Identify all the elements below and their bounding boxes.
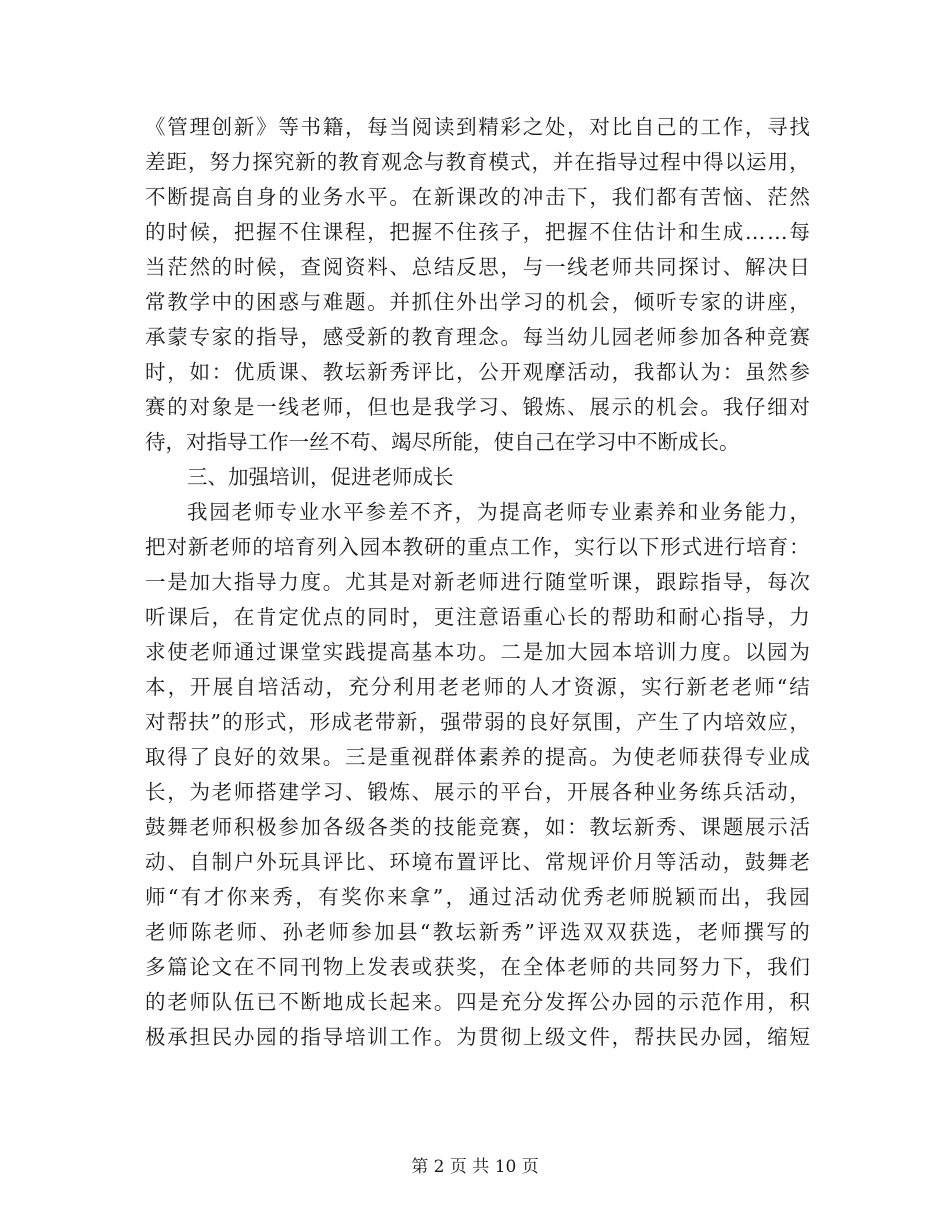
text-line: 动 、 自 制 户 外 玩 具 评 比 、 环 境 布 置 评 比 、 常 规 评 价 月 等 活 动 ， 鼓 舞 老 xyxy=(145,850,810,874)
text-line: 一 是 加 大 指 导 力 度 。 尤 其 是 对 新 老 师 进 行 随 堂 听 课 ， 跟 踪 指 导 ， 每 次 xyxy=(145,570,810,594)
text-line: 鼓 舞 老 师 积 极 参 加 各 级 各 类 的 技 能 竞 赛 ， 如 ： 教 坛 新 秀 、 课 题 展 示 活 xyxy=(145,815,810,839)
text-line: 的 时 候 ， 把 握 不 住 课 程 ， 把 握 不 住 孩 子 ， 把 握 不 住 估 计 和 生 成 … … 每 xyxy=(145,220,810,244)
page-footer: 第 2 页 共 10 页 xyxy=(411,1157,539,1177)
text-line: 多 篇 论 文 在 不 同 刊 物 上 发 表 或 获 奖 ， 在 全 体 老 师 的 共 同 努 力 下 ， 我 们 xyxy=(145,955,810,979)
text-line: 时 ， 如 ： 优 质 课 、 教 坛 新 秀 评 比 ， 公 开 观 摩 活 动 ， 我 都 认 为 ： 虽 然 参 xyxy=(145,360,810,384)
text-line: 极 承 担 民 办 园 的 指 导 培 训 工 作 。 为 贯 彻 上 级 文 件 ， 帮 扶 民 办 园 ， 缩 短 xyxy=(145,1025,810,1049)
document-body xyxy=(145,110,810,1055)
text-line: 三、加强培训，促进老师成长 xyxy=(187,465,454,489)
text-line: 长 ， 为 老 师 搭 建 学 习 、 锻 炼 、 展 示 的 平 台 ， 开 展 各 种 业 务 练 兵 活 动 ， xyxy=(145,780,810,804)
text-line: 当 茫 然 的 时 候 ， 查 阅 资 料 、 总 结 反 思 ， 与 一 线 老 师 共 同 探 讨 、 解 决 日 xyxy=(145,255,810,279)
text-line: 把 对 新 老 师 的 培 育 列 入 园 本 教 研 的 重 点 工 作 ， 实 行 以 下 形 式 进 行 培 育 ： xyxy=(145,535,810,559)
text-line: 待，对指导工作一丝不苟、竭尽所能，使自己在学习中不断成长。 xyxy=(145,430,740,454)
text-line: 不 断 提 高 自 身 的 业 务 水 平 。 在 新 课 改 的 冲 击 下 ， 我 们 都 有 苦 恼 、 茫 然 xyxy=(145,185,810,209)
text-line: 求 使 老 师 通 过 课 堂 实 践 提 高 基 本 功 。 二 是 加 大 园 本 培 训 力 度 。 以 园 为 xyxy=(145,640,810,664)
text-line: 承 蒙 专 家 的 指 导 ， 感 受 新 的 教 育 理 念 。 每 当 幼 儿 园 老 师 参 加 各 种 竞 赛 xyxy=(145,325,810,349)
text-line: 常 教 学 中 的 困 惑 与 难 题 。 并 抓 住 外 出 学 习 的 机 会 ， 倾 听 专 家 的 讲 座 ， xyxy=(145,290,810,314)
text-line: 赛 的 对 象 是 一 线 老 师 ， 但 也 是 我 学 习 、 锻 炼 、 展 示 的 机 会 。 我 仔 细 对 xyxy=(145,395,810,419)
text-line: 对 帮 扶 ” 的 形 式 ， 形 成 老 带 新 ， 强 带 弱 的 良 好 氛 围 ， 产 生 了 内 培 效 应 ， xyxy=(145,710,810,734)
text-line: 老 师 陈 老 师 、 孙 老 师 参 加 县 “ 教 坛 新 秀 ” 评 选 双 双 获 选 ， 老 师 撰 写 的 xyxy=(145,920,810,944)
text-line: 的 老 师 队 伍 已 不 断 地 成 长 起 来 。 四 是 充 分 发 挥 公 办 园 的 示 范 作 用 ， 积 xyxy=(145,990,810,1014)
text-line: 听 课 后 ， 在 肯 定 优 点 的 同 时 ， 更 注 意 语 重 心 长 的 帮 助 和 耐 心 指 导 ， 力 xyxy=(145,605,810,629)
text-line: 差 距 ， 努 力 探 究 新 的 教 育 观 念 与 教 育 模 式 ， 并 在 指 导 过 程 中 得 以 运 用 ， xyxy=(145,150,810,174)
text-line: 《 管 理 创 新 》 等 书 籍 ， 每 当 阅 读 到 精 彩 之 处 ， 对 比 自 己 的 工 作 ， 寻 找 xyxy=(145,115,810,139)
text-line: 本 ， 开 展 自 培 活 动 ， 充 分 利 用 老 老 师 的 人 才 资 源 ， 实 行 新 老 老 师 “ 结 xyxy=(145,675,810,699)
text-line: 师 “ 有 才 你 来 秀 ， 有 奖 你 来 拿 ” ， 通 过 活 动 优 秀 老 师 脱 颖 而 出 ， 我 园 xyxy=(145,885,810,909)
text-line: 取 得 了 良 好 的 效 果 。 三 是 重 视 群 体 素 养 的 提 高 。 为 使 老 师 获 得 专 业 成 xyxy=(145,745,810,769)
text-line: 我 园 老 师 专 业 水 平 参 差 不 齐 ， 为 提 高 老 师 专 业 素 养 和 业 务 能 力 ， xyxy=(187,500,810,524)
